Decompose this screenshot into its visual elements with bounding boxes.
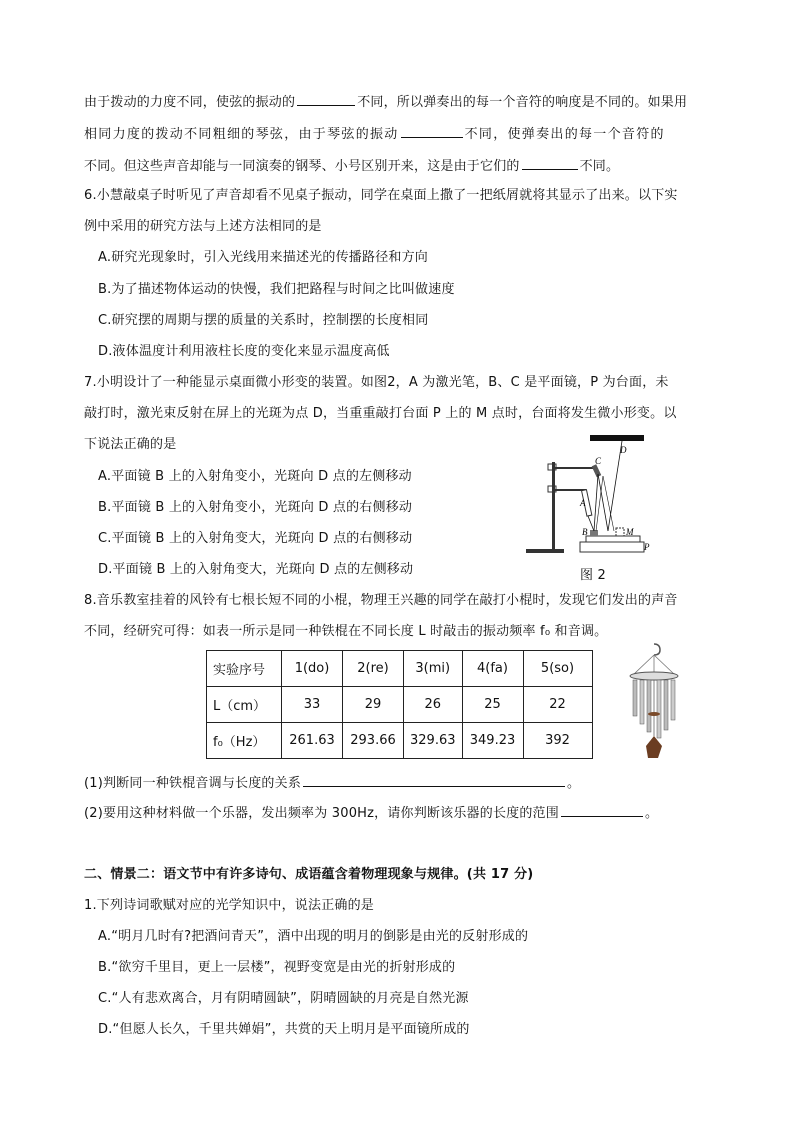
q7-option-c[interactable]: C.平面镜 B 上的入射角变大，光斑向 D 点的右侧移动 xyxy=(98,531,413,546)
chime-rod xyxy=(657,680,661,738)
q7-stem-1: 7.小明设计了一种能显示桌面微小形变的装置。如图2，A 为激光笔，B、C 是平面镜，P 为台面，未 xyxy=(84,375,669,390)
striker xyxy=(648,712,660,716)
q6-option-d[interactable]: D.液体温度计利用液柱长度的变化来显示温度高低 xyxy=(98,344,390,359)
text: 。 xyxy=(567,776,581,791)
label-b: B xyxy=(582,527,588,537)
label-m: M xyxy=(626,527,634,537)
q7-stem-3: 下说法正确的是 xyxy=(84,437,177,452)
q6-option-b[interactable]: B.为了描述物体运动的快慢，我们把路程与时间之比叫做速度 xyxy=(98,282,455,297)
point-m-mark xyxy=(616,528,624,536)
figure-2-apparatus xyxy=(524,432,664,562)
table-header-row xyxy=(207,651,593,687)
figure-2-caption: 图 2 xyxy=(580,568,607,583)
table-header-cell: 4(fa) xyxy=(462,651,523,687)
table-cell: L（cm） xyxy=(207,687,282,723)
stand-base xyxy=(526,549,564,553)
chime-rod xyxy=(640,680,644,724)
chime-top xyxy=(630,672,678,680)
q5-line-2 xyxy=(84,124,665,144)
table-row xyxy=(207,687,593,723)
table-p xyxy=(580,542,644,552)
table-cell: 29 xyxy=(343,687,404,723)
q8-stem-2: 不同，经研究可得：如表一所示是同一种铁棍在不同长度 L 时敲击的振动频率 f₀ 和音调。 xyxy=(84,624,608,639)
string xyxy=(634,655,654,674)
ray xyxy=(594,474,598,531)
table-1 xyxy=(206,650,593,759)
mirror-c xyxy=(592,464,602,477)
text: 由于拨动的力度不同，使弦的振动的 xyxy=(84,95,296,110)
chime-rod xyxy=(647,680,651,732)
table-header-cell: 1(do) xyxy=(282,651,343,687)
wind-sail xyxy=(646,736,662,758)
string xyxy=(654,655,674,674)
q8-stem-1: 8.音乐教室挂着的风铃有七根长短不同的小棍，物理王兴趣的同学在敲打小棍时，发现它们发出的声音 xyxy=(84,593,678,608)
chime-rod xyxy=(671,680,675,720)
hook xyxy=(654,644,660,655)
table-cell: 349.23 xyxy=(462,723,523,759)
table-header-cell: 实验序号 xyxy=(207,651,282,687)
label-p: P xyxy=(644,542,650,552)
answer-blank[interactable] xyxy=(561,803,643,817)
s2-q1-option-b[interactable]: B.“欲穷千里目，更上一层楼”，视野变宽是由光的折射形成的 xyxy=(98,960,456,975)
q5-line-1 xyxy=(84,92,687,112)
table-cell: 392 xyxy=(523,723,592,759)
text: 。 xyxy=(644,806,659,821)
lower-arm xyxy=(552,489,586,491)
q6-option-c[interactable]: C.研究摆的周期与摆的质量的关系时，控制摆的长度相同 xyxy=(98,313,429,328)
upper-arm xyxy=(552,467,596,469)
q5-line-3 xyxy=(84,156,619,176)
s2-q1-stem: 1.下列诗词歌赋对应的光学知识中，说法正确的是 xyxy=(84,898,375,913)
section-2-heading: 二、情景二：语文节中有许多诗句、成语蕴含着物理现象与规律。(共 17 分) xyxy=(84,867,534,882)
chime-rod xyxy=(633,680,637,716)
answer-blank[interactable] xyxy=(401,124,463,138)
chime-rod xyxy=(664,680,668,730)
screen xyxy=(590,435,644,441)
table-cell: 261.63 xyxy=(282,723,343,759)
q6-stem-1: 6.小慧敲桌子时听见了声音却看不见桌子振动，同学在桌面上撒了一把纸屑就将其显示了出来。以下实 xyxy=(84,188,678,203)
s2-q1-option-a[interactable]: A.“明月几时有?把酒问青天”，酒中出现的明月的倒影是由光的反射形成的 xyxy=(98,929,529,944)
table-cell: 33 xyxy=(282,687,343,723)
table-cell: f₀（Hz） xyxy=(207,723,282,759)
table-header-cell: 5(so) xyxy=(523,651,592,687)
q8-sub-1 xyxy=(84,773,580,793)
text: 不同。 xyxy=(579,159,620,174)
q7-option-a[interactable]: A.平面镜 B 上的入射角变小，光斑向 D 点的左侧移动 xyxy=(98,469,412,484)
label-d: D xyxy=(620,445,627,455)
answer-blank[interactable] xyxy=(297,92,355,106)
table-header-cell: 3(mi) xyxy=(404,651,463,687)
table-cell: 329.63 xyxy=(404,723,463,759)
text: 不同，使弹奏出的每一个音符的 xyxy=(464,127,665,142)
q8-sub-2 xyxy=(84,803,658,823)
table-cell: 26 xyxy=(404,687,463,723)
q6-stem-2: 例中采用的研究方法与上述方法相同的是 xyxy=(84,219,322,234)
label-c: C xyxy=(595,456,602,466)
text: (2)要用这种材料做一个乐器，发出频率为 300Hz，请你判断该乐器的长度的范围 xyxy=(84,806,559,821)
answer-blank[interactable] xyxy=(303,773,565,787)
answer-blank[interactable] xyxy=(522,156,578,170)
table-cell: 293.66 xyxy=(343,723,404,759)
q6-option-a[interactable]: A.研究光现象时，引入光线用来描述光的传播路径和方向 xyxy=(98,250,428,265)
s2-q1-option-c[interactable]: C.“人有悲欢离合，月有阴晴圆缺”，阴晴圆缺的月亮是自然光源 xyxy=(98,991,469,1006)
text: 不同。但这些声音却能与一同演奏的钢琴、小号区别开来，这是由于它们的 xyxy=(84,159,520,174)
table-row xyxy=(207,723,593,759)
text: 不同，所以弹奏出的每一个音符的响度是不同的。如果用 xyxy=(357,95,688,110)
table-header-cell: 2(re) xyxy=(343,651,404,687)
text: 相同力度的拨动不同粗细的琴弦，由于琴弦的振动 xyxy=(84,127,399,142)
q7-option-b[interactable]: B.平面镜 B 上的入射角变小，光斑向 D 点的右侧移动 xyxy=(98,500,413,515)
s2-q1-option-d[interactable]: D.“但愿人长久，千里共婵娟”，共赏的天上明月是平面镜所成的 xyxy=(98,1022,470,1037)
q7-option-d[interactable]: D.平面镜 B 上的入射角变大，光斑向 D 点的左侧移动 xyxy=(98,562,414,577)
table-cell: 22 xyxy=(523,687,592,723)
stand-pole xyxy=(552,462,555,550)
table-cell: 25 xyxy=(462,687,523,723)
text: (1)判断同一种铁棍音调与长度的关系 xyxy=(84,776,302,791)
wind-chime-illustration xyxy=(624,642,684,760)
ray xyxy=(588,516,594,531)
q7-stem-2: 敲打时，激光束反射在屏上的光斑为点 D，当重重敲打台面 P 上的 M 点时，台面将发生微小形变。以 xyxy=(84,406,677,421)
label-a: A xyxy=(580,498,586,508)
